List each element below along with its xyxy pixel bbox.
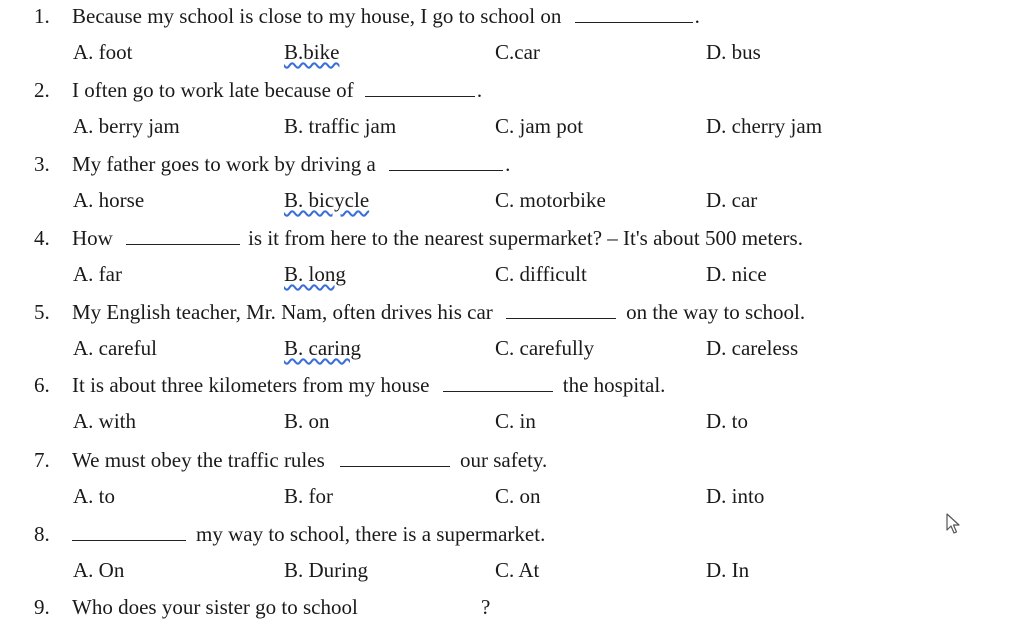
question-number: 7. bbox=[34, 448, 50, 472]
option-c: C. motorbike bbox=[495, 188, 606, 212]
question-3-stem bbox=[34, 149, 510, 179]
option-b: B. During bbox=[284, 558, 368, 582]
option-c: C. carefully bbox=[495, 336, 595, 360]
answer-blank bbox=[72, 522, 186, 541]
question-7-stem bbox=[34, 445, 547, 475]
question-1-stem bbox=[34, 1, 700, 31]
question-text-after: on the way to school. bbox=[626, 300, 806, 324]
question-4-stem bbox=[34, 223, 803, 253]
option-d: D. bus bbox=[706, 40, 761, 64]
question-text-before: I often go to work late because of bbox=[72, 78, 354, 102]
option-a: A. On bbox=[73, 558, 125, 582]
option-b: B. for bbox=[284, 484, 333, 508]
option-a: A. horse bbox=[73, 188, 145, 212]
option-a: A. to bbox=[73, 484, 115, 508]
option-d: D. into bbox=[706, 484, 765, 508]
question-number: 3. bbox=[34, 152, 50, 176]
option-d: D. nice bbox=[706, 262, 767, 286]
question-text-before: We must obey the traffic rules bbox=[72, 448, 325, 472]
question-number: 5. bbox=[34, 300, 50, 324]
option-c: C. jam pot bbox=[495, 114, 584, 138]
option-b: B. long bbox=[284, 262, 346, 286]
option-d: D. to bbox=[706, 409, 748, 433]
question-text-after: . bbox=[476, 78, 483, 102]
answer-blank bbox=[126, 226, 240, 245]
option-c: C. in bbox=[495, 409, 536, 433]
question-text-after: . bbox=[694, 4, 700, 28]
question-text-after: my way to school, there is a supermarket. bbox=[196, 522, 546, 546]
question-5-stem bbox=[34, 297, 805, 327]
question-text-before: How bbox=[72, 226, 113, 250]
option-c: C. difficult bbox=[495, 262, 587, 286]
option-a: A. with bbox=[73, 409, 136, 433]
question-6-stem bbox=[34, 370, 665, 400]
question-text-after: ? bbox=[481, 595, 491, 619]
question-number: 8. bbox=[34, 522, 50, 546]
question-text-after: is it from here to the nearest supermarket? – It's about 500 meters. bbox=[248, 226, 803, 250]
question-number: 4. bbox=[34, 226, 50, 250]
option-d: D. cherry jam bbox=[706, 114, 823, 138]
option-a: A. berry jam bbox=[73, 114, 180, 138]
answer-blank bbox=[575, 4, 693, 23]
option-b: B. traffic jam bbox=[284, 114, 397, 138]
answer-blank bbox=[365, 78, 475, 97]
question-text-before: It is about three kilometers from my house bbox=[72, 373, 430, 397]
question-number: 6. bbox=[34, 373, 50, 397]
option-b: B.bike bbox=[284, 40, 340, 64]
question-text-after: the hospital. bbox=[562, 373, 666, 397]
answer-blank bbox=[389, 152, 503, 171]
mouse-pointer-icon bbox=[946, 513, 962, 535]
option-a: A. careful bbox=[73, 336, 157, 360]
answer-blank bbox=[506, 300, 616, 319]
option-a: A. far bbox=[73, 262, 122, 286]
option-d: D. In bbox=[706, 558, 750, 582]
option-a: A. foot bbox=[73, 40, 133, 64]
question-8-stem bbox=[34, 519, 545, 549]
option-c: C. At bbox=[495, 558, 540, 582]
option-b: B. caring bbox=[284, 336, 361, 360]
question-text-before: My English teacher, Mr. Nam, often drives his car bbox=[72, 300, 493, 324]
answer-blank bbox=[443, 373, 553, 392]
question-number: 2. bbox=[34, 78, 50, 102]
question-text-after: our safety. bbox=[460, 448, 548, 472]
question-text-before: Because my school is close to my house, I go to school on bbox=[72, 4, 562, 28]
question-2-stem bbox=[34, 75, 482, 105]
question-number: 1. bbox=[34, 4, 50, 28]
option-d: D. careless bbox=[706, 336, 799, 360]
question-text-after: . bbox=[505, 152, 511, 176]
option-b: B. bicycle bbox=[284, 188, 370, 212]
answer-blank bbox=[371, 595, 481, 614]
option-b: B. on bbox=[284, 409, 330, 433]
question-text-before: My father goes to work by driving a bbox=[72, 152, 376, 176]
question-number: 9. bbox=[34, 595, 50, 619]
option-c: C. on bbox=[495, 484, 541, 508]
option-c: C.car bbox=[495, 40, 540, 64]
option-d: D. car bbox=[706, 188, 758, 212]
question-text-before: Who does your sister go to school bbox=[72, 595, 358, 619]
answer-blank bbox=[340, 448, 450, 467]
